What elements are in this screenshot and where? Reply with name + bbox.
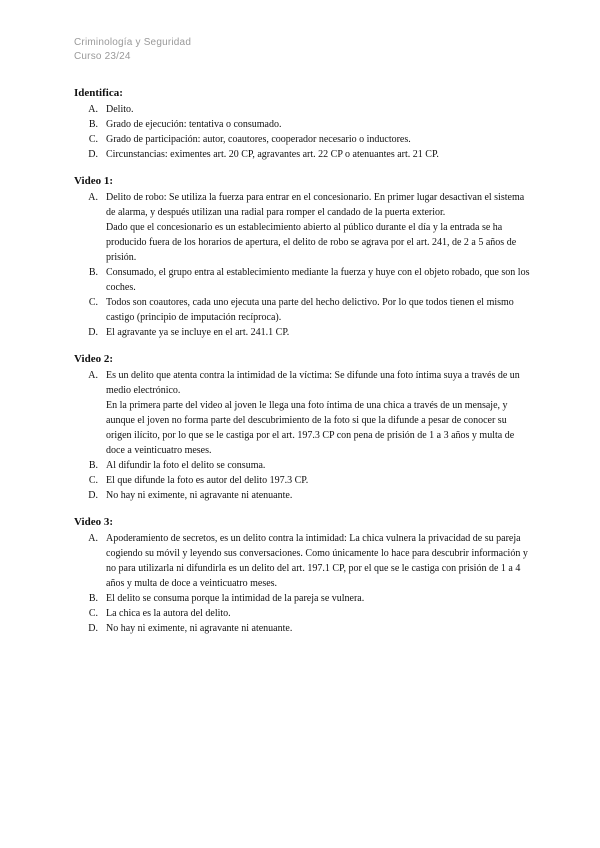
- list-item-text: [106, 147, 530, 162]
- list-item: [74, 325, 530, 340]
- list-item-text: [106, 325, 530, 340]
- list-item: [74, 621, 530, 636]
- section-title: Video 1:: [74, 175, 114, 187]
- list-item-letter: A.: [88, 192, 98, 203]
- list-item-text: [106, 132, 530, 147]
- list-item-paragraph: Es un delito que atenta contra la intimidad de la víctima: Se difunde una foto íntima suya a través de un medio electrónico.: [106, 370, 520, 396]
- list-item-letter: A.: [88, 533, 98, 544]
- list-item-paragraph: La chica es la autora del delito.: [106, 608, 231, 619]
- list-item-letter: A.: [88, 104, 98, 115]
- list-item-text: [106, 190, 530, 265]
- list-item-text: [106, 295, 530, 325]
- list-item: [74, 473, 530, 488]
- list-item-letter: C.: [88, 297, 98, 308]
- list-item: [74, 368, 530, 458]
- section: [74, 352, 530, 503]
- list-item-paragraph: El delito se consuma porque la intimidad de la pareja se vulnera.: [106, 593, 365, 604]
- list-item-paragraph: Grado de ejecución: tentativa o consumado.: [106, 119, 282, 130]
- list-item-paragraph: El agravante ya se incluye en el art. 241.1 CP.: [106, 327, 290, 338]
- section-title: Identifica:: [74, 87, 123, 99]
- list-item-letter: C.: [88, 475, 98, 486]
- list-item-letter: C.: [88, 134, 98, 145]
- list-item-text: [106, 368, 530, 458]
- header-course-name: Criminología y Seguridad: [74, 37, 192, 48]
- list-item-paragraph: No hay ni eximente, ni agravante ni atenuante.: [106, 490, 293, 501]
- list-item-letter: B.: [88, 593, 98, 604]
- page-header: [74, 36, 191, 64]
- list-item-paragraph: Consumado, el grupo entra al establecimiento mediante la fuerza y huye con el objeto robado, que son los coches.: [106, 267, 530, 293]
- list-item-paragraph: Dado que el concesionario es un establecimiento abierto al público durante el día y la entrada se ha producido fuera de los horarios de apertura, el delito de robo se agrava por el art. 241, de 2 a 5 años de prisión.: [106, 222, 517, 263]
- list-item-letter: A.: [88, 370, 98, 381]
- document-body: [74, 86, 530, 648]
- list-item-text: [106, 606, 530, 621]
- list-item-paragraph: No hay ni eximente, ni agravante ni atenuante.: [106, 623, 293, 634]
- list-item-paragraph: Circunstancias: eximentes art. 20 CP, agravantes art. 22 CP o atenuantes art. 21 CP.: [106, 149, 439, 160]
- list-item-letter: D.: [88, 623, 98, 634]
- list-item: [74, 265, 530, 295]
- list-item-letter: D.: [88, 149, 98, 160]
- list-item-letter: D.: [88, 327, 98, 338]
- list-item-text: [106, 488, 530, 503]
- list-item: [74, 591, 530, 606]
- list-item-paragraph: Apoderamiento de secretos, es un delito contra la intimidad: La chica vulnera la privacidad de su pareja cogiendo su móvil y leyendo sus conversaciones. Como únicamente lo hace para descubrir información y no para utilizarla ni difundirla es un delito del art. 197.1 CP, por el que se le castiga con prisión de 1 a 4 años y multa de doce a veinticuatro meses.: [106, 533, 528, 589]
- list-item: [74, 190, 530, 265]
- list-item: [74, 147, 530, 162]
- list-item-letter: B.: [88, 119, 98, 130]
- list-item-letter: B.: [88, 267, 98, 278]
- section: [74, 515, 530, 636]
- list-item-text: [106, 621, 530, 636]
- list-item-paragraph: El que difunde la foto es autor del delito 197.3 CP.: [106, 475, 309, 486]
- list-item-paragraph: Al difundir la foto el delito se consuma.: [106, 460, 266, 471]
- list-item-text: [106, 265, 530, 295]
- list-item-paragraph: Todos son coautores, cada uno ejecuta una parte del hecho delictivo. Por lo que todos tienen el mismo castigo (principio de imputación recíproca).: [106, 297, 514, 323]
- list-item: [74, 488, 530, 503]
- list-item-paragraph: Delito de robo: Se utiliza la fuerza para entrar en el concesionario. En primer lugar desactivan el sistema de alarma, y después utilizan una radial para romper el candado de la puerta exterior.: [106, 192, 525, 218]
- list-item-text: [106, 117, 530, 132]
- list-item: [74, 117, 530, 132]
- list-item: [74, 295, 530, 325]
- list-item-paragraph: Grado de participación: autor, coautores, cooperador necesario o inductores.: [106, 134, 411, 145]
- section: [74, 86, 530, 162]
- list-item-paragraph: En la primera parte del video al joven le llega una foto íntima de una chica a través de un mensaje, y aunque el joven no forma parte del descubrimiento de la foto si que la difunde a pesar de conocer su origen ilícito, por lo que se le castiga por el art. 197.3 CP con pena de prisión de 1 a 3 años y multa de doce a veinticuatro meses.: [106, 400, 515, 456]
- list-item: [74, 531, 530, 591]
- list-item-paragraph: Delito.: [106, 104, 134, 115]
- section: [74, 174, 530, 340]
- list-item-letter: C.: [88, 608, 98, 619]
- list-item-text: [106, 458, 530, 473]
- section-title: Video 2:: [74, 353, 114, 365]
- list-item: [74, 132, 530, 147]
- list-item: [74, 458, 530, 473]
- list-item-text: [106, 591, 530, 606]
- list-item: [74, 606, 530, 621]
- list-item-text: [106, 102, 530, 117]
- list-item-text: [106, 473, 530, 488]
- list-item: [74, 102, 530, 117]
- header-course-year: Curso 23/24: [74, 51, 131, 62]
- list-item-letter: B.: [88, 460, 98, 471]
- list-item-text: [106, 531, 530, 591]
- section-title: Video 3:: [74, 516, 114, 528]
- list-item-letter: D.: [88, 490, 98, 501]
